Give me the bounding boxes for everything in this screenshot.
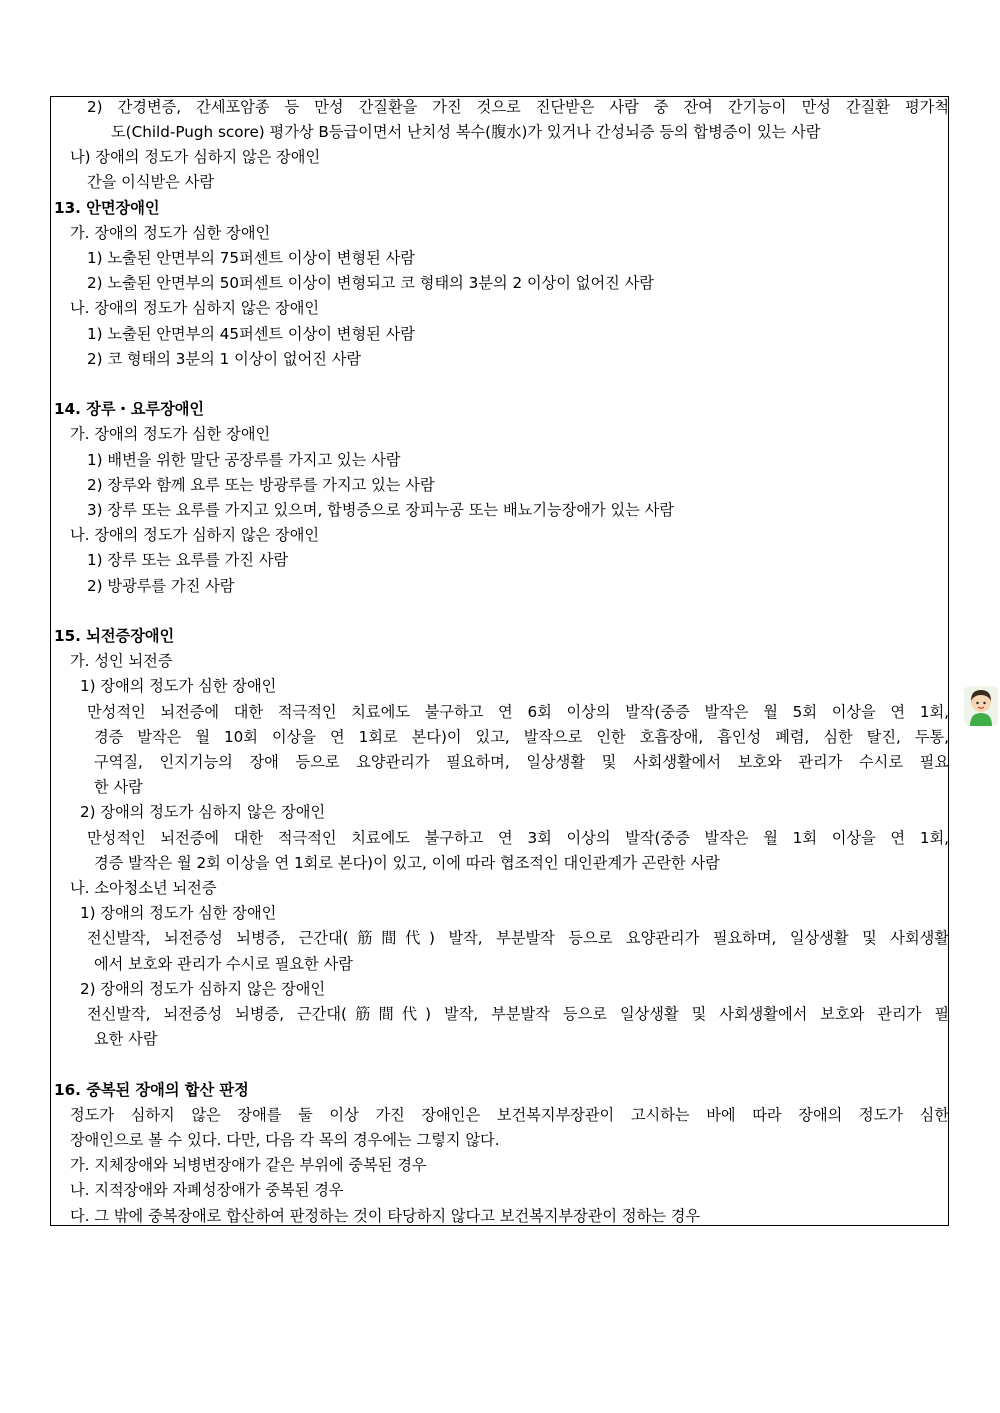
text-line: 경증 발작은 월 10회 이상을 연 1회로 본다)이 있고, 발작으로 인한 호흡장애, 흡인성 폐렴, 심한 탈진, 두통, (94, 728, 949, 746)
text-line: 전신발작, 뇌전증성 뇌병증, 근간대(筋間代) 발작, 부분발작 등으로 요양관리가 필요하며, 일상생활 및 사회생활 (87, 929, 949, 947)
text-line: 장애인으로 볼 수 있다. 다만, 다음 각 목의 경우에는 그렇지 않다. (70, 1131, 500, 1149)
text-line: 요한 사람 (94, 1030, 158, 1048)
text-line: 나. 장애의 정도가 심하지 않은 장애인 (70, 299, 320, 317)
text-line: 가. 장애의 정도가 심한 장애인 (70, 425, 271, 443)
text-line: 2) 코 형태의 3분의 1 이상이 없어진 사람 (87, 350, 362, 368)
text-line: 만성적인 뇌전증에 대한 적극적인 치료에도 불구하고 연 3회 이상의 발작(중증 발작은 월 1회 이상을 연 1회, (87, 829, 949, 847)
text-line: 3) 장루 또는 요루를 가지고 있으며, 합병증으로 장피누공 또는 배뇨기능장애가 있는 사람 (87, 501, 675, 519)
text-line: 나) 장애의 정도가 심하지 않은 장애인 (70, 148, 321, 166)
text-line: 1) 배변을 위한 말단 공장루를 가지고 있는 사람 (87, 451, 401, 469)
text-line: 구역질, 인지기능의 장애 등으로 요양관리가 필요하며, 일상생활 및 사회생활에서 보호와 관리가 수시로 필요 (94, 753, 949, 771)
section-heading-13: 13. 안면장애인 (54, 199, 160, 217)
text-line: 2) 방광루를 가진 사람 (87, 577, 235, 595)
text-line: 정도가 심하지 않은 장애를 둘 이상 가진 장애인은 보건복지부장관이 고시하는 바에 따라 장애의 정도가 심한 (70, 1106, 949, 1124)
section-heading-14: 14. 장루・요루장애인 (54, 400, 205, 418)
text-line: 2) 장루와 함께 요루 또는 방광루를 가지고 있는 사람 (87, 476, 435, 494)
text-line: 2) 장애의 정도가 심하지 않은 장애인 (80, 803, 326, 821)
text-line: 1) 장애의 정도가 심한 장애인 (80, 677, 277, 695)
text-line: 전신발작, 뇌전증성 뇌병증, 근간대(筋間代) 발작, 부분발작 등으로 일상생활 및 사회생활에서 보호와 관리가 필 (87, 1005, 949, 1023)
text-line: 에서 보호와 관리가 수시로 필요한 사람 (94, 955, 353, 973)
text-line: 1) 노출된 안면부의 75퍼센트 이상이 변형된 사람 (87, 249, 415, 267)
mascot-avatar-icon[interactable] (964, 686, 998, 726)
text-line: 가. 성인 뇌전증 (70, 652, 173, 670)
text-line: 2) 간경변증, 간세포암종 등 만성 간질환을 가진 것으로 진단받은 사람 중 잔여 간기능이 만성 간질환 평가척 (87, 98, 949, 116)
section-heading-16: 16. 중복된 장애의 합산 판정 (54, 1081, 249, 1099)
text-line: 2) 장애의 정도가 심하지 않은 장애인 (80, 980, 326, 998)
text-line: 다. 그 밖에 중복장애로 합산하여 판정하는 것이 타당하지 않다고 보건복지부장관이 정하는 경우 (70, 1207, 701, 1225)
text-line: 1) 노출된 안면부의 45퍼센트 이상이 변형된 사람 (87, 325, 415, 343)
text-line: 간을 이식받은 사람 (87, 173, 215, 191)
text-line: 나. 지적장애와 자폐성장애가 중복된 경우 (70, 1181, 344, 1199)
text-line: 가. 장애의 정도가 심한 장애인 (70, 224, 271, 242)
text-line: 1) 장루 또는 요루를 가진 사람 (87, 551, 289, 569)
text-line: 나. 장애의 정도가 심하지 않은 장애인 (70, 526, 320, 544)
text-line: 한 사람 (94, 778, 143, 796)
text-line: 도(Child-Pugh score) 평가상 B등급이면서 난치성 복수(腹水)가 있거나 간성뇌증 등의 합병증이 있는 사람 (111, 123, 821, 141)
text-line: 1) 장애의 정도가 심한 장애인 (80, 904, 277, 922)
text-line: 나. 소아청소년 뇌전증 (70, 879, 217, 897)
text-line: 가. 지체장애와 뇌병변장애가 같은 부위에 중복된 경우 (70, 1156, 427, 1174)
text-line: 경증 발작은 월 2회 이상을 연 1회로 본다)이 있고, 이에 따라 협조적인 대인관계가 곤란한 사람 (94, 854, 720, 872)
text-line: 만성적인 뇌전증에 대한 적극적인 치료에도 불구하고 연 6회 이상의 발작(중증 발작은 월 5회 이상을 연 1회, (87, 703, 949, 721)
section-heading-15: 15. 뇌전증장애인 (54, 627, 175, 645)
text-line: 2) 노출된 안면부의 50퍼센트 이상이 변형되고 코 형태의 3분의 2 이상이 없어진 사람 (87, 274, 654, 292)
